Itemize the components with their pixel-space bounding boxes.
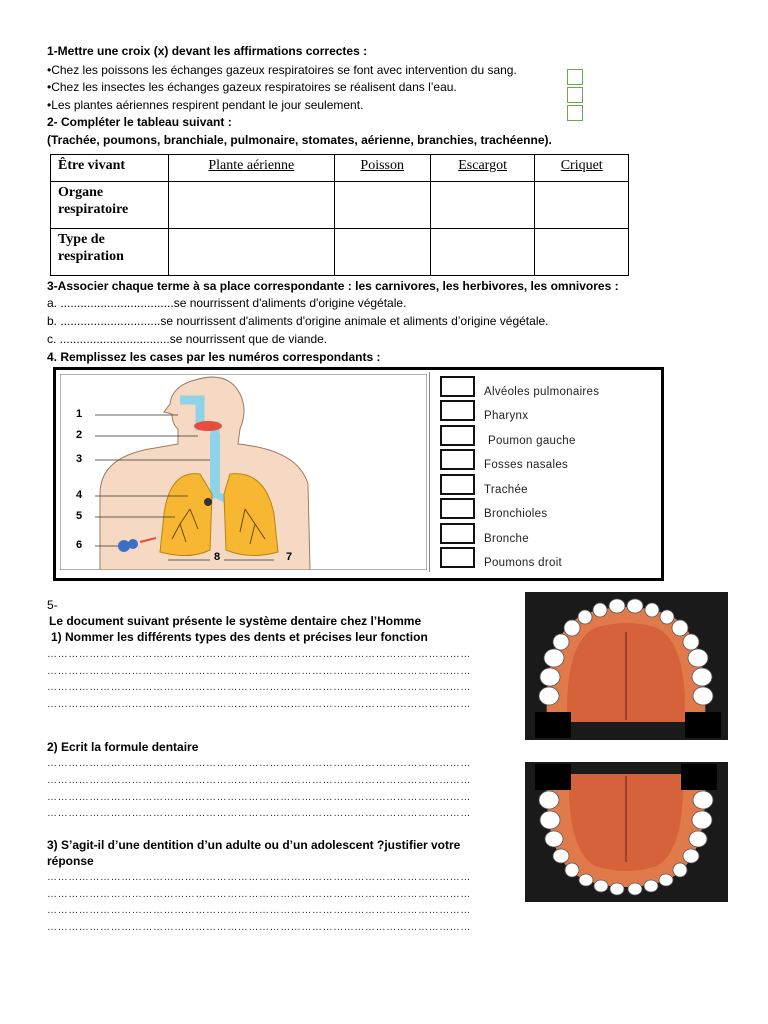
marker-8: 8 <box>214 551 221 563</box>
label-poumon-gauche: Poumon gauche <box>488 435 576 447</box>
answer-box[interactable] <box>440 449 475 470</box>
q3-item-b: b. ..............................se nourrissent d'aliments d'origine animale et aliments d’origine végétale. <box>47 314 549 328</box>
answer-line[interactable]: ………………………………………………………………………………………………………… <box>47 808 471 819</box>
table-header-cell: Plante aérienne <box>169 155 335 182</box>
q5-sub3-cont: réponse <box>47 854 94 868</box>
answer-box[interactable] <box>440 425 475 446</box>
answer-line[interactable]: ………………………………………………………………………………………………………… <box>47 758 471 769</box>
upper-jaw-teeth-image <box>525 592 728 740</box>
q1-item-3: •Les plantes aériennes respirent pendant le jour seulement. <box>47 98 364 112</box>
marker-2: 2 <box>76 429 83 441</box>
marker-6: 6 <box>76 539 83 551</box>
q3-item-c: c. .................................se nourrissent que de viande. <box>47 332 328 346</box>
answer-line[interactable]: ………………………………………………………………………………………………………… <box>47 649 471 660</box>
table-row-header: Type de respiration <box>51 229 169 276</box>
table-header-cell: Escargot <box>430 155 535 182</box>
marker-4: 4 <box>76 489 83 501</box>
answer-line[interactable]: ………………………………………………………………………………………………………… <box>47 792 471 803</box>
marker-5: 5 <box>76 510 83 522</box>
q1-item-1: •Chez les poissons les échanges gazeux respiratoires se font avec intervention du sang. <box>47 63 517 77</box>
q4-title: 4. Remplissez les cases par les numéros correspondants : <box>47 350 381 364</box>
respiratory-system-illustration <box>60 374 427 570</box>
table-cell[interactable] <box>430 182 535 229</box>
table-cell[interactable] <box>334 229 430 276</box>
table-cell[interactable] <box>334 182 430 229</box>
answer-box[interactable] <box>440 474 475 495</box>
answer-line[interactable]: ………………………………………………………………………………………………………… <box>47 872 471 883</box>
answer-box[interactable] <box>440 400 475 421</box>
answer-box[interactable] <box>440 498 475 519</box>
label-alveoles: Alvéoles pulmonaires <box>484 386 600 398</box>
answer-line[interactable]: ………………………………………………………………………………………………………… <box>47 699 471 710</box>
table-header-cell: Poisson <box>334 155 430 182</box>
q3-title: 3-Associer chaque terme à sa place correspondante : les carnivores, les herbivores, les omnivores : <box>47 279 619 293</box>
q3-item-a: a. ..................................se nourrissent d'aliments d'origine végétale. <box>47 296 407 310</box>
answer-line[interactable]: ………………………………………………………………………………………………………… <box>47 922 471 933</box>
respiration-table <box>50 154 629 276</box>
marker-7: 7 <box>286 551 293 563</box>
answer-line[interactable]: ………………………………………………………………………………………………………… <box>47 889 471 900</box>
q1-checkbox-2[interactable] <box>567 87 583 103</box>
q5-sub2: 2) Ecrit la formule dentaire <box>47 740 199 754</box>
q2-title: 2- Compléter le tableau suivant : <box>47 115 232 129</box>
label-pharynx: Pharynx <box>484 410 529 422</box>
lower-jaw-teeth-image <box>525 762 728 902</box>
table-header-cell: Être vivant <box>51 155 169 182</box>
answer-box[interactable] <box>440 523 475 544</box>
q1-item-2: •Chez les insectes les échanges gazeux respiratoires se réalisent dans l’eau. <box>47 80 457 94</box>
label-poumons-droit: Poumons droit <box>484 557 563 569</box>
table-cell[interactable] <box>169 182 335 229</box>
respiratory-figure <box>53 367 664 581</box>
table-cell[interactable] <box>169 229 335 276</box>
label-bronche: Bronche <box>484 533 529 545</box>
answer-line[interactable]: ………………………………………………………………………………………………………… <box>47 682 471 693</box>
answer-line[interactable]: ………………………………………………………………………………………………………… <box>47 666 471 677</box>
q2-terms: (Trachée, poumons, branchiale, pulmonaire, stomates, aérienne, branchies, trachéenne). <box>47 133 552 147</box>
marker-3: 3 <box>76 453 83 465</box>
answer-line[interactable]: ………………………………………………………………………………………………………… <box>47 775 471 786</box>
q1-checkbox-3[interactable] <box>567 105 583 121</box>
table-cell[interactable] <box>430 229 535 276</box>
marker-1: 1 <box>76 408 83 420</box>
table-header-cell: Criquet <box>535 155 629 182</box>
table-cell[interactable] <box>535 182 629 229</box>
answer-box[interactable] <box>440 376 475 397</box>
answer-line[interactable]: ………………………………………………………………………………………………………… <box>47 905 471 916</box>
label-fosses-nasales: Fosses nasales <box>484 459 569 471</box>
answer-box[interactable] <box>440 547 475 568</box>
q1-checkbox-1[interactable] <box>567 69 583 85</box>
q5-sub1: 1) Nommer les différents types des dents et précises leur fonction <box>51 630 428 644</box>
label-trachee: Trachée <box>484 484 528 496</box>
q5-sub3: 3) S’agit-il d’une dentition d’un adulte ou d’un adolescent ?justifier votre <box>47 838 461 852</box>
q1-title: 1-Mettre une croix (x) devant les affirmations correctes : <box>47 44 368 58</box>
table-cell[interactable] <box>535 229 629 276</box>
q5-number: 5- <box>47 598 58 612</box>
label-bronchioles: Bronchioles <box>484 508 548 520</box>
table-row-header: Organe respiratoire <box>51 182 169 229</box>
q5-intro: Le document suivant présente le système dentaire chez l’Homme <box>49 614 422 628</box>
